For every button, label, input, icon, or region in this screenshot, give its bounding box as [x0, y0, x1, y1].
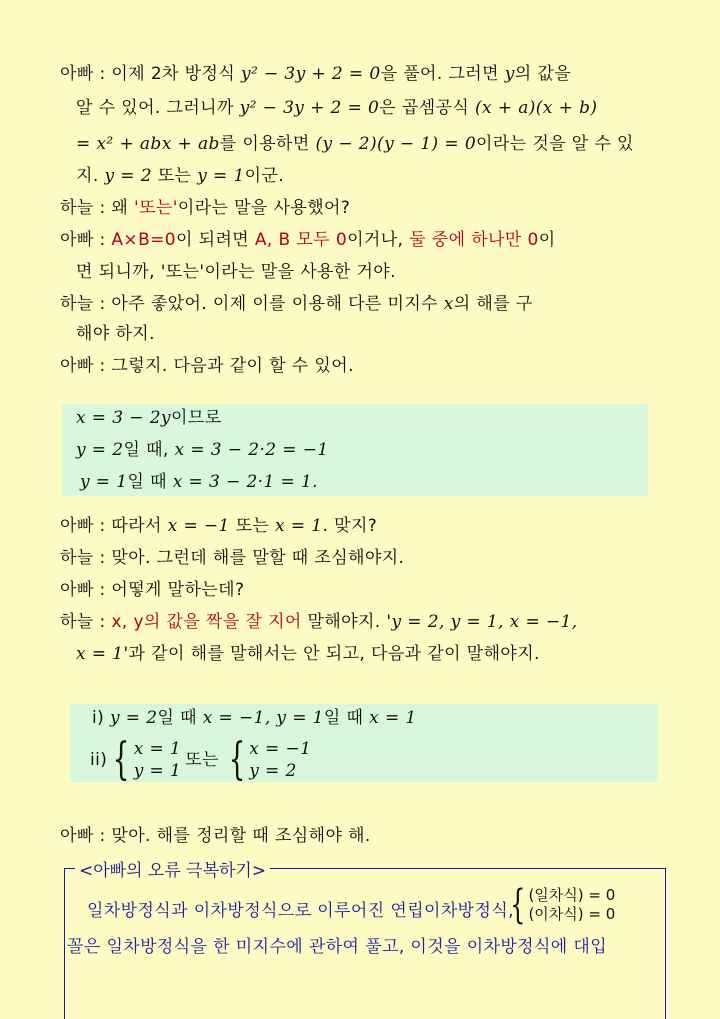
dialogue-line-7	[76, 260, 676, 284]
dialogue-line-1	[60, 62, 660, 86]
solution-case-1	[92, 706, 692, 730]
speaker-dad: 아빠 :	[60, 580, 112, 600]
dialogue-line-9	[76, 322, 676, 346]
text: 그렇지. 다음과 같이 할 수 있어.	[111, 356, 354, 376]
text: 이라는 말을 사용했어?	[177, 198, 351, 218]
highlight-text: 둘 중에 하나만 0	[409, 230, 539, 250]
equation: y = 1	[197, 166, 245, 186]
equation: x = 3 − 2·2 = −1	[174, 440, 329, 460]
solution-row-3	[80, 470, 680, 494]
text: 의 값을	[514, 64, 572, 84]
highlight-text: x, y의 값을 짝을 잘 지어	[111, 612, 302, 632]
solution-box-1	[62, 404, 648, 496]
dialogue2-line-4	[60, 610, 660, 634]
text: 이거나,	[347, 230, 410, 250]
highlight-text: '또는'	[134, 198, 178, 218]
solution-row-2	[76, 438, 676, 462]
solution-box-2	[70, 704, 658, 785]
equation: y = 2	[104, 166, 152, 186]
text: 따라서	[111, 516, 168, 536]
speaker-haneul: 하늘 :	[60, 294, 112, 314]
text: 이제 2차 방정식	[111, 64, 241, 84]
text: 어떻게 말하는데?	[111, 580, 245, 600]
dialogue-line-5	[60, 196, 660, 220]
equation: y = 2	[249, 761, 297, 781]
equation: (y − 2)(y − 1) = 0	[315, 134, 477, 154]
text: 일 때	[127, 472, 173, 492]
dialogue2-line-5	[76, 642, 676, 666]
variable: x	[443, 294, 454, 314]
system-of-equations	[223, 734, 312, 785]
text: 말해야지. '	[301, 612, 392, 632]
text: 또는	[151, 166, 198, 186]
system-of-equations	[107, 734, 182, 785]
text: 을 풀어. 그러면	[380, 64, 505, 84]
dialogue-line-2	[76, 96, 676, 120]
equation: x = −1	[167, 516, 230, 536]
speaker-dad: 아빠 :	[60, 826, 112, 846]
speaker-dad: 아빠 :	[60, 356, 112, 376]
error-overcoming-box	[64, 861, 666, 1019]
brace-icon: {	[112, 734, 131, 785]
closing-line	[60, 824, 660, 848]
text: 이므로	[170, 408, 222, 428]
summary-system	[505, 882, 616, 928]
solution-case-2	[90, 736, 690, 784]
equation: y² − 3y + 2 = 0	[239, 98, 380, 118]
highlight-text: A, B 모두 0	[254, 230, 348, 250]
equation: x = 3 − 2y	[76, 408, 171, 428]
equation: x = 1	[76, 644, 124, 664]
text: 를 이용하면	[219, 134, 316, 154]
equation: x = −1	[249, 739, 312, 759]
text: 이	[538, 230, 556, 250]
text: 일 때	[323, 708, 370, 728]
dialogue-line-6	[60, 228, 660, 252]
dialogue-line-10	[60, 354, 660, 378]
speaker-dad: 아빠 :	[60, 516, 112, 536]
equation: x = 3 − 2·1 = 1.	[172, 472, 318, 492]
summary-title: <아빠의 오류 극복하기>	[75, 856, 270, 881]
text: 은 곱셈공식	[379, 98, 475, 118]
dialogue-line-8	[60, 292, 660, 316]
text: 일 때	[157, 708, 203, 728]
dialogue-line-4	[76, 164, 676, 188]
equation: (x + a)(x + b)	[474, 98, 598, 118]
equation: y = 2	[109, 708, 158, 728]
speaker-haneul: 하늘 :	[60, 612, 112, 632]
dialogue2-line-3	[60, 578, 660, 602]
equation: x = 1	[369, 708, 417, 728]
text: 일 때,	[123, 440, 175, 460]
summary-line-2	[67, 935, 657, 959]
text: 이 되려면	[176, 230, 255, 250]
text: 꼴은 일차방정식을 한 미지수에 관하여 풀고, 이것을 이차방정식에 대입	[67, 937, 608, 957]
dialogue2-line-2	[60, 546, 660, 570]
case-number: ii)	[90, 750, 108, 770]
equation: y² − 3y + 2 = 0	[240, 64, 381, 84]
equation: x = −1, y = 1	[202, 708, 324, 728]
equation: (일차식) = 0	[528, 886, 616, 904]
text: 왜	[111, 198, 135, 218]
text: 알 수 있어. 그러니까	[76, 98, 240, 118]
equation: = x² + abx + ab	[76, 134, 220, 154]
text: 의 해를 구	[453, 294, 533, 314]
highlight-text: A×B=0	[111, 230, 176, 250]
text: 이라는 것을 알 수 있	[476, 134, 634, 154]
text: 맞아. 해를 정리할 때 조심해야 해.	[111, 826, 371, 846]
text: 해야 하지.	[76, 324, 155, 344]
text: 또는	[229, 516, 276, 536]
speaker-dad: 아빠 :	[60, 230, 112, 250]
text: '과 같이 해를 말해서는 안 되고, 다음과 같이 말해야지.	[123, 644, 540, 664]
equation: x = 1	[133, 739, 182, 759]
speaker-haneul: 하늘 :	[60, 198, 112, 218]
case-number: i)	[92, 708, 110, 728]
text: 아주 좋았어. 이제 이를 이용해 다른 미지수	[111, 294, 444, 314]
solution-row-1	[76, 406, 676, 430]
text: 지.	[76, 166, 105, 186]
dialogue2-line-1	[60, 514, 660, 538]
equation: y = 2, y = 1, x = −1,	[391, 612, 578, 632]
speaker-dad: 아빠 :	[60, 64, 112, 84]
text: 이군.	[244, 166, 285, 186]
equation: y = 2	[76, 440, 124, 460]
brace-icon: {	[510, 882, 526, 928]
equation: x = 1	[275, 516, 323, 536]
variable: y	[504, 64, 515, 84]
equation: (이차식) = 0	[528, 905, 616, 923]
text: . 맞지?	[322, 516, 378, 536]
dialogue-line-3	[76, 132, 676, 156]
brace-icon: {	[228, 734, 246, 785]
equation: y = 1	[80, 472, 128, 492]
text: 또는	[185, 750, 219, 770]
text: 일차방정식과 이차방정식으로 이루어진 연립이차방정식,	[87, 901, 514, 921]
text: 맞아. 그런데 해를 말할 때 조심해야지.	[111, 548, 405, 568]
text: 면 되니까, '또는'이라는 말을 사용한 거야.	[76, 262, 396, 282]
speaker-haneul: 하늘 :	[60, 548, 112, 568]
equation: y = 1	[133, 761, 182, 781]
